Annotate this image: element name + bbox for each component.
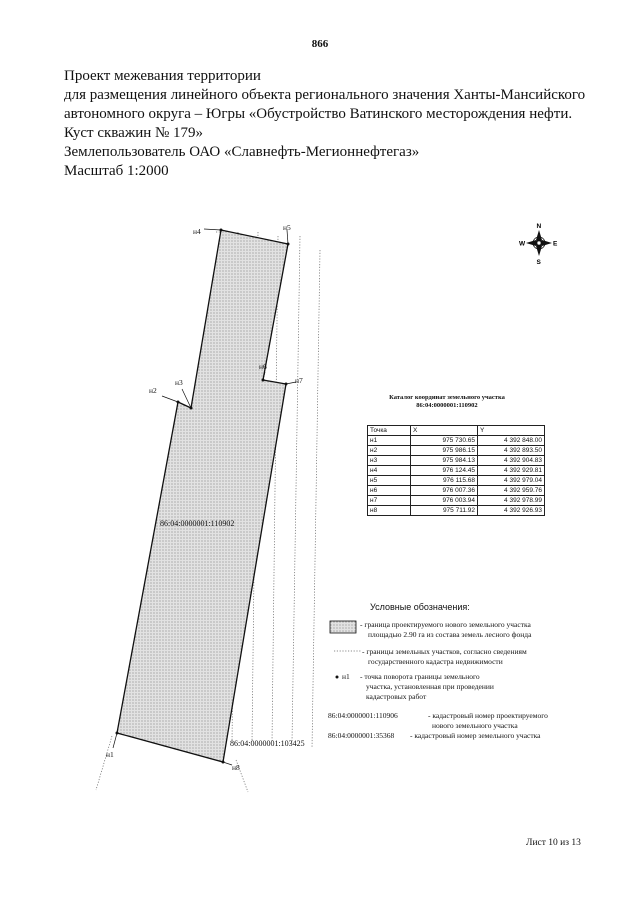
table-cell: н4 bbox=[368, 466, 411, 476]
table-header-y: Y bbox=[478, 426, 545, 436]
compass-e-label: E bbox=[553, 240, 558, 248]
point-label-n2: н2 bbox=[149, 386, 157, 395]
parcel-cadastral-label: 86:04:0000001:110902 bbox=[160, 519, 235, 528]
page-number: 866 bbox=[311, 38, 329, 50]
coordinates-table bbox=[367, 425, 545, 516]
legend-text: кадастровых работ bbox=[366, 692, 427, 701]
table-row bbox=[368, 496, 545, 506]
point-label-n3: н3 bbox=[175, 378, 183, 387]
table-cell: 4 392 959.76 bbox=[478, 486, 545, 496]
point-label-n8: н8 bbox=[232, 763, 240, 772]
legend-code-existing: 86:04:0000001:35368 bbox=[328, 731, 395, 740]
table-cell: 976 007.36 bbox=[411, 486, 478, 496]
table-header-x: X bbox=[411, 426, 478, 436]
table-row bbox=[368, 486, 545, 496]
legend-text: государственного кадастра недвижимости bbox=[368, 657, 503, 666]
legend-text: нового земельного участка bbox=[432, 721, 518, 730]
title-line-6: Масштаб 1:2000 bbox=[64, 163, 169, 179]
table-cell: 975 711.92 bbox=[411, 506, 478, 516]
table-cell: 976 124.45 bbox=[411, 466, 478, 476]
table-cell: н6 bbox=[368, 486, 411, 496]
title-line-2: для размещения линейного объекта регионального значения Ханты-Мансийского bbox=[64, 87, 586, 103]
table-cell: 975 730.65 bbox=[411, 436, 478, 446]
table-cell: 4 392 929.81 bbox=[478, 466, 545, 476]
legend-code-new: 86:04:0000001:110906 bbox=[328, 711, 398, 720]
legend-text: - кадастровый номер проектируемого bbox=[428, 711, 548, 720]
legend-point-marker-icon bbox=[336, 676, 339, 679]
legend-item-parcel bbox=[360, 620, 531, 640]
table-cell: 976 115.68 bbox=[411, 476, 478, 486]
legend-item-point bbox=[360, 672, 494, 702]
table-cell: н1 bbox=[368, 436, 411, 446]
legend-text: - точка поворота границы земельного bbox=[360, 672, 480, 681]
catalog-title bbox=[372, 394, 522, 410]
catalog-title-line2: 86:04:0000001:110902 bbox=[416, 402, 478, 409]
table-cell: 4 392 893.50 bbox=[478, 446, 545, 456]
legend-text: участка, установленная при проведении bbox=[366, 682, 494, 691]
legend-item-new-cadastral bbox=[428, 711, 548, 731]
table-header-point: Точка bbox=[368, 426, 411, 436]
table-row bbox=[368, 506, 545, 516]
table-row bbox=[368, 456, 545, 466]
point-label-n4: н4 bbox=[193, 227, 201, 236]
table-cell: 4 392 926.93 bbox=[478, 506, 545, 516]
compass-w-label: W bbox=[519, 240, 526, 248]
legend-text: - границы земельных участков, согласно сведениям bbox=[362, 647, 527, 656]
legend-title: Условные обозначения: bbox=[370, 602, 470, 612]
title-line-5: Землепользователь ОАО «Славнефть-Мегионнефтегаз» bbox=[64, 144, 420, 160]
legend-item-existing-cadastral: - кадастровый номер земельного участка bbox=[410, 731, 541, 740]
table-cell: 975 986.15 bbox=[411, 446, 478, 456]
neighbor-cadastral-label: 86:04:0000001:103425 bbox=[230, 739, 305, 748]
legend-point-marker-label: н1 bbox=[342, 672, 350, 681]
legend-text: площадью 2.90 га из состава земель лесного фонда bbox=[368, 630, 532, 639]
table-cell: 976 003.94 bbox=[411, 496, 478, 506]
legend-text: - граница проектируемого нового земельного участка bbox=[360, 620, 531, 629]
title-line-4: Куст скважин № 179» bbox=[64, 125, 204, 141]
table-cell: н2 bbox=[368, 446, 411, 456]
title-line-1: Проект межевания территории bbox=[64, 68, 261, 84]
catalog-title-line1: Каталог координат земельного участка bbox=[389, 394, 505, 401]
table-cell: н8 bbox=[368, 506, 411, 516]
table-row bbox=[368, 466, 545, 476]
legend-item-boundaries bbox=[362, 647, 527, 667]
point-label-n7: н7 bbox=[295, 376, 303, 385]
sheet-number: Лист 10 из 13 bbox=[526, 838, 581, 848]
compass-n-label: N bbox=[536, 223, 542, 230]
table-cell: 975 984.13 bbox=[411, 456, 478, 466]
legend-parcel-swatch-icon bbox=[330, 621, 356, 633]
parcel-polygon bbox=[117, 230, 288, 762]
compass-s-label: S bbox=[536, 259, 541, 266]
table-cell: 4 392 978.99 bbox=[478, 496, 545, 506]
table-cell: н7 bbox=[368, 496, 411, 506]
point-label-n5: н5 bbox=[283, 223, 291, 232]
table-cell: 4 392 979.04 bbox=[478, 476, 545, 486]
point-label-n6: н6 bbox=[259, 362, 267, 371]
table-cell: 4 392 848.00 bbox=[478, 436, 545, 446]
table-row bbox=[368, 436, 545, 446]
table-cell: н5 bbox=[368, 476, 411, 486]
table-header-row bbox=[368, 426, 545, 436]
title-line-3: автономного округа – Югры «Обустройство Ватинского месторождения нефти. bbox=[64, 106, 573, 122]
point-label-n1: н1 bbox=[106, 750, 114, 759]
table-row bbox=[368, 446, 545, 456]
compass-rose-icon bbox=[519, 223, 558, 266]
table-row bbox=[368, 476, 545, 486]
table-cell: н3 bbox=[368, 456, 411, 466]
table-cell: 4 392 904.83 bbox=[478, 456, 545, 466]
